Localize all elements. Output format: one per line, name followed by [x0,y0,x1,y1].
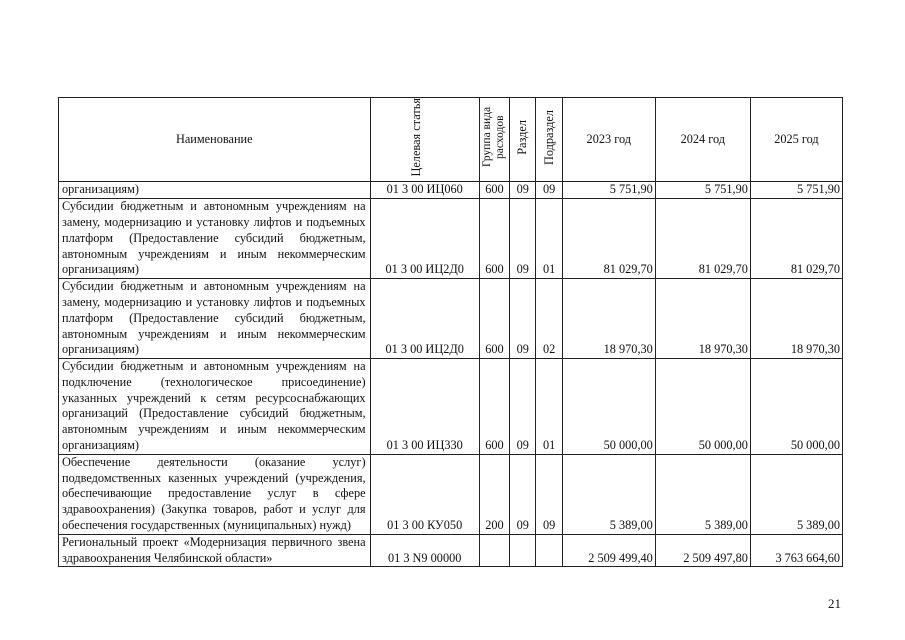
row-section: 09 [510,359,536,455]
row-subsection: 02 [536,279,562,359]
header-2024: 2024 год [655,98,750,182]
row-2024: 50 000,00 [655,359,750,455]
row-2023: 81 029,70 [562,199,655,279]
row-subsection: 01 [536,199,562,279]
header-target-article: Целевая статья [370,98,479,182]
row-expense-group: 600 [479,199,509,279]
row-2023: 5 751,90 [562,182,655,199]
row-2025: 18 970,30 [750,279,842,359]
table-row [59,454,843,534]
row-subsection [536,534,562,567]
header-name: Наименование [59,98,371,182]
row-2023: 18 970,30 [562,279,655,359]
row-section: 09 [510,454,536,534]
row-name: Субсидии бюджетным и автономным учреждениям на подключение (технологическое присоединение) указанных учреждений к сетям ресурсоснабжающих организаций (Предоставление субсидий бюджетным, автономным учреждениям и иным некоммерческим организациям) [59,359,371,455]
table-row [59,359,843,455]
row-2024: 81 029,70 [655,199,750,279]
header-2025: 2025 год [750,98,842,182]
table-header-row [59,98,843,182]
row-target-article: 01 3 00 ИЦ2Д0 [370,199,479,279]
row-expense-group [479,534,509,567]
row-expense-group: 600 [479,182,509,199]
header-section: Раздел [510,98,536,182]
header-subsection: Подраздел [536,98,562,182]
row-expense-group: 200 [479,454,509,534]
page-number: 21 [828,596,841,611]
row-2025: 50 000,00 [750,359,842,455]
row-expense-group: 600 [479,359,509,455]
table-row [59,279,843,359]
row-target-article: 01 3 00 ИЦ2Д0 [370,279,479,359]
row-name: Субсидии бюджетным и автономным учреждениям на замену, модернизацию и установку лифтов и подъемных платформ (Предоставление субсидий бюджетным, автономным учреждениям и иным некоммерческим организациям) [59,199,371,279]
row-2023: 5 389,00 [562,454,655,534]
row-2024: 18 970,30 [655,279,750,359]
row-expense-group: 600 [479,279,509,359]
row-name: организациям) [59,182,371,199]
row-target-article: 01 3 00 ИЦ330 [370,359,479,455]
row-section: 09 [510,199,536,279]
row-subsection: 01 [536,359,562,455]
budget-table [58,97,843,567]
row-name: Субсидии бюджетным и автономным учреждениям на замену, модернизацию и установку лифтов и подъемных платформ (Предоставление субсидий бюджетным, автономным учреждениям и иным некоммерческим организациям) [59,279,371,359]
row-2023: 50 000,00 [562,359,655,455]
row-section: 09 [510,182,536,199]
row-subsection: 09 [536,454,562,534]
header-2023: 2023 год [562,98,655,182]
row-2025: 5 389,00 [750,454,842,534]
header-expense-group: Группа вида расходов [479,98,509,182]
row-target-article: 01 3 00 КУ050 [370,454,479,534]
row-2025: 3 763 664,60 [750,534,842,567]
row-2024: 2 509 497,80 [655,534,750,567]
row-2023: 2 509 499,40 [562,534,655,567]
row-target-article: 01 3 00 ИЦ060 [370,182,479,199]
row-subsection: 09 [536,182,562,199]
row-name: Обеспечение деятельности (оказание услуг) подведомственных казенных учреждений (учреждения, обеспечивающие предоставление услуг в сфере здравоохранения) (Закупка товаров, работ и услуг для обеспечения государственных (муниципальных) нужд) [59,454,371,534]
row-target-article: 01 3 N9 00000 [370,534,479,567]
row-2025: 81 029,70 [750,199,842,279]
row-name: Региональный проект «Модернизация первичного звена здравоохранения Челябинской области» [59,534,371,567]
row-section: 09 [510,279,536,359]
row-2024: 5 751,90 [655,182,750,199]
table-row [59,182,843,199]
row-2025: 5 751,90 [750,182,842,199]
row-section [510,534,536,567]
table-row [59,534,843,567]
row-2024: 5 389,00 [655,454,750,534]
table-row [59,199,843,279]
